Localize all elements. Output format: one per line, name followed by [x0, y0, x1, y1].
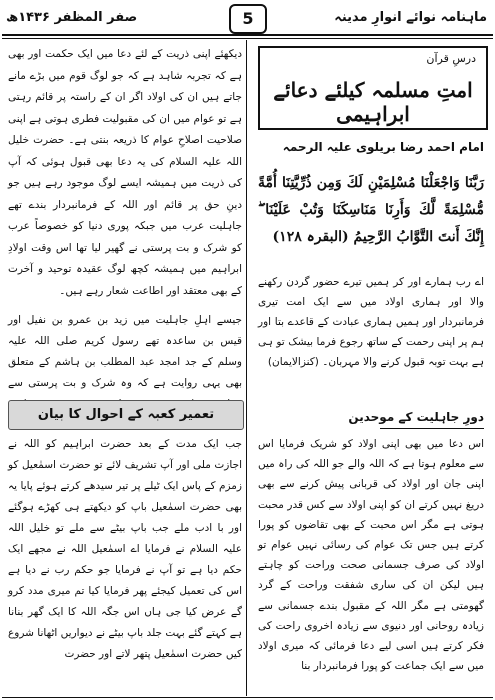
section-banner-kaaba: تعمیر کعبہ کے احوال کا بیان: [8, 400, 244, 430]
footer-rule: [2, 697, 493, 698]
article-title-box: [258, 46, 488, 130]
left-column-body-1: دیکھئے اپنی ذریت کے لئے دعا میں ایک حکمت اور بھی ہے کہ تجربہ شاہد ہے کہ جو لوگ قوم میں بڑے مانے جاتے ہیں ان کی اولاد اگر ان کے راستہ پر قائم رہتی ہے تو عوام میں ان کی مقبولیت فطری ہوتی ہے اپنی صلاحیت اصلاحِ عوام کا ذریعہ بنتی ہے۔ حضرت خلیل اللہ علیہ السلام کی یہ دعا بھی قبول ہوئی کہ آپ کی ذریت میں ہمیشہ ایسے لوگ موجود رہے ہیں جو دینِ حق پر قائم اور اللہ کے فرمانبردار بندے تھے جاہلیت عرب میں جبکہ پوری دنیا کو خصوصاً عرب کو شرک و بت پرستی نے گھیر لیا تھا اس وقت اولادِ ابراہیم میں ہمیشہ کچھ لوگ عقیدہ توحید و آخرت کے بھی معتقد اور اطاعت شعار رہے ہیں۔: [8, 48, 242, 297]
header-rule-top: [2, 34, 493, 36]
section-heading-muwahhidin: دورِ جاہلیت کے موحدین: [348, 410, 484, 424]
left-column-body-3: جب ایک مدت کے بعد حضرت ابراہیم کو اللہ نے اجازت ملی اور آپ تشریف لائے تو حضرت اسمٰعیل کو زمزم کے پاس ایک ٹیلے پر تیر سیدھے کرتے ہوئے پایا یہ بھی حضرت اسمٰعیل باپ کو دیکھتے ہی کھڑے ہوگئے اور با ادب ملے جب باپ بیٹے سے ملے تو خلیل اللہ علیہ السلام نے فرمایا اے اسمٰعیل اللہ نے مجھے ایک حکم دیا ہے تو آپ نے فرمایا جو حکم رب نے دیا ہے اس کی تعمیل کیجئے پھر فرمایا کیا تم میری مدد کرو گے عرض کیا جی ہاں اس جگہ اللہ کا ایک گھر بنانا ہے کہتے گئے بہت جلد باپ بیٹے نے دیواریں اٹھانا شروع کیں حضرت اسمٰعیل پتھر لاتے اور حضرت: [8, 438, 242, 660]
verse-translation: اے رب ہمارے اور کر ہمیں تیرے حضور گردن رکھنے والا اور ہماری اولاد میں سے ایک امت تیری فرمانبردار اور ہمیں ہماری عبادت کے قاعدے بتا اور ہم پر اپنی رحمت کے ساتھ رجوع فرما بیشک تو ہی ہے بہت توبہ قبول کرنے والا مہربان۔ (کنزالایمان): [258, 276, 484, 368]
article-title: امتِ مسلمہ کیلئے دعائے ابراہیمی: [273, 78, 473, 126]
page-header: [0, 0, 495, 34]
header-rule-bottom: [2, 38, 493, 39]
article-author: امام احمد رضا بریلوی علیہ الرحمہ: [282, 140, 484, 154]
issue-date: صفر المظفر ۱۴۳۶ھ: [6, 10, 138, 25]
magazine-title: ماہنامہ نوائے انوارِ مدینہ: [334, 10, 487, 25]
arabic-verse: رَبَّنَا وَاجْعَلْنَا مُسْلِمَيْنِ لَكَ وَمِن ذُرِّيَّتِنَا أُمَّةً مُّسْلِمَةً لَّكَ وَأَرِنَا مَنَاسِكَنَا وَتُبْ عَلَيْنَا ۖ إِنَّكَ أَنتَ التَّوَّابُ الرَّحِيمُ (البقرہ ۱۲۸): [258, 175, 484, 245]
subheading-underline: [380, 428, 484, 429]
column-divider: [246, 40, 247, 696]
right-column-body: اس دعا میں بھی اپنی اولاد کو شریک فرمایا اس سے معلوم ہوتا ہے کہ اللہ والے جو اللہ کی راہ میں اپنی جان اور اولاد کی قربانی پیش کرنے سے بھی دریغ نہیں کرتے ان کو اپنی اولاد سے کس قدر محبت ہوتی ہے مگر اس محبت کے بھی تقاضوں کو پورا کرتے ہیں جس تک عوام کی رسائی نہیں عوام تو اولاد کی صرف جسمانی صحت وراحت کو چاہتے ہیں لیکن ان کی ساری شفقت وراحت کے گرد گھومتی ہے مگر اللہ کے مقبول بندے جسمانی سے زیادہ روحانی اور دنیوی سے زیادہ اخروی راحت کی فکر کرتے ہیں اسی لیے دعا فرمائی کہ میری اولاد میں سے ایک جماعت کو پورا فرمانبردار بنا: [258, 438, 484, 673]
left-column-body-2: جیسے اہلِ جاہلیت میں زید بن عمرو بن نفیل اور قیس بن ساعدہ تھے رسول کریم صلی اللہ علیہ وسلم کے جد امجد عبد المطلب بن ہاشم کے متعلق بھی یہی روایت ہے کہ وہ شرک و بت پرستی سے: [8, 314, 242, 389]
page-number: 5: [229, 4, 267, 34]
series-label: درسِ قرآن: [426, 52, 476, 65]
